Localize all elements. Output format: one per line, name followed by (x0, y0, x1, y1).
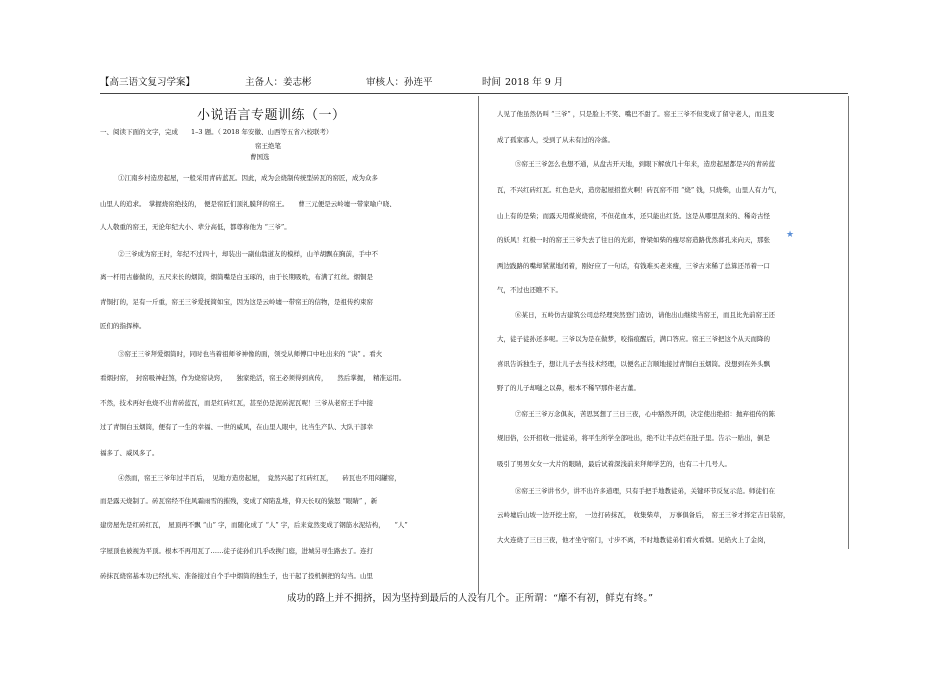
text-line: 两边践路的嘴却紧紧地闭着，刚好应了一句话，有钱难买老来瘦，三爷古来稀了总算还吊着一口 (497, 262, 770, 270)
header-divider (100, 93, 848, 94)
text-line: 过了青铜白玉烟筒，便有了一生的幸福、一世的威风，在山里人眼中，比当生产队、大队干部幸 (100, 423, 373, 431)
text-line: 砖抹瓦烧窑基本功已经扎实、准备接过自个手中烟筒的独生子，也干起了投机倒把的勾当。山里 (100, 572, 373, 580)
document-header (100, 76, 860, 90)
text-line: 规旧俗，公开招收一批徒弟，将平生所学全部吐出，绝不让半点烂在肚子里。告示一贴出，倒是 (497, 434, 770, 442)
text-line: 离一杆用古藤做的，五尺来长的烟筒，烟筒嘴是白玉琢的，由于长期吸吮，布满了红丝。烟铜是 (100, 273, 373, 281)
header-time-label: 时间 (482, 77, 502, 88)
text-line: 看烟封窑， 封窑吸神赶煞，作为烧窑诀窍， 独家绝活，窑王必须得到真传， 然后掌握， 精准运用。 (100, 374, 406, 382)
text-line: 青铜打的，足有一斤重，窑王三爷爱抚简如宝，因为这是云岭墟一带窑王的信物，是祖传约束窑 (100, 298, 373, 306)
text-line: 曹国选 (250, 153, 270, 161)
text-line: 窑王绝笔 (255, 142, 281, 150)
text-line: 瓦，不兴红砖红瓦。红色是火，造房起屋招惹火啊！砖瓦窑不用 “烧” 钱，只烧柴，山里人有力气， (497, 186, 781, 194)
column-divider (478, 96, 479, 594)
text-line: ④然而，窑王三爷年过半百后， 见地方造房起屋， 竟然兴起了红砖红瓦， 砖瓦也不用闷罐窑， (118, 474, 401, 482)
footer-quote: 成功的路上并不拥挤，因为坚持到最后的人没有几个。正所谓：“靡不有初，鲜克有终。” (287, 593, 653, 604)
text-line: 人见了他虽然仍叫 “三爷” ，只是脸上不笑、嘴巴不甜了。窑王三爷不但变成了留守老人，而且变 (497, 110, 775, 118)
text-line: ⑤窑王三爷怎么也想不通，从盘古开天地，到眼下解放几十年来，造房起屋都是兴的青砖蓝 (515, 160, 775, 168)
text-line: 福多了、威风多了。 (100, 449, 159, 457)
text-line: 喜讯告诉独生子，想让儿子去当技术经理，以便名正言顺地接过青铜白玉烟筒。没想到在外头飘 (497, 360, 770, 368)
text-line: 不然，技术再好也烧不出青砖蓝瓦，而是红砖红瓦，甚至仍是泥砖泥瓦呢！三爷从老窑王手中接 (100, 399, 373, 407)
text-line: 成了孤家寡人，受到了从未有过的冷落。 (497, 136, 614, 144)
text-line: 的妖风！红极一时的窑王三爷失去了往日的光彩，脊梁如柴的瘦尽窑造路优然暮孔来向天，那张 (497, 236, 770, 244)
header-time-value: 2018 年 9 月 (505, 77, 564, 88)
text-line: 人人敬重的窑王，无论年纪大小、辈分高低，都尊称他为 “三爷”。 (100, 223, 291, 231)
text-line: ⑦窑王三爷万念俱灰，苦思冥想了三日三夜，心中豁然开朗，决定使出绝招：抛弃祖传的陈 (515, 410, 775, 418)
page-title: 小说语言专题训练（一） (197, 108, 346, 123)
right-border (848, 96, 849, 549)
text-line: 吸引了男男女女一大片的眼睛，最后试着深浅前来拜师学艺的，也有二十几号人。 (497, 460, 731, 468)
text-line: 山里人的追求。 掌握烧窑绝技的， 便是窑匠们顶礼膜拜的窑王。 曹三元便是云岭墟一带家喻户晓、 (100, 200, 396, 208)
text-line: 而是露天烧制了。砖瓦窑经不住风霜雨雪的摧残，变成了窝陷乱堆，仰天长叹的猿怒 “眼睛” ，新 (100, 497, 378, 505)
text-line: 野了的儿子却嗤之以鼻，根本不稀罕那件老古董。 (497, 384, 640, 392)
header-tag: 【高三语文复习学案】 (100, 77, 196, 88)
text-line: ⑧窑王三爷讲书少，讲不出许多道理，只有手把手地教徒弟，关键环节反复示范。师徒们在 (515, 487, 775, 495)
text-line: ⑥某日，五岭仿古建筑公司总经理突然登门造访，请他出山继续当窑王，而且比先前窑王还 (515, 311, 775, 319)
text-line: 大火连烧了三日三夜，他才坐守窑门，寸步不离，不时地教徒弟们看火看烟。见焰火上了金岗， (497, 536, 770, 544)
header-editor: 主备人：姜志彬 (245, 77, 312, 88)
text-line: 云岭墟后山坡一边开挖土窑， 一边打砖抹瓦， 收集柴草， 万事俱备后， 窑王三爷才择定吉日装窑， (497, 511, 790, 519)
star-icon: ★ (786, 230, 795, 240)
text-line: 气，不过也还瞧不下。 (497, 286, 562, 294)
text-line: 一、阅读下面的文字，完成 1–3 题。（ 2018 年安徽、山西等五省六校联考） (100, 128, 333, 136)
text-line: 字屋顶也被视为平顶。根本不再用瓦了……徒子徒孙们几乎改换门庭，进城另寻生路去了。连打 (100, 547, 373, 555)
text-line: 建房屋先是红砖红瓦， 屋顶再不飘 “山” 字，而随化成了 “人” 字，后来竟然变成了钢筋水泥结构， “人” (100, 521, 408, 529)
header-reviewer: 审核人：孙连平 (366, 77, 433, 88)
text-line: ③窑王三爷拜爱烟筒时，同时也当着祖师爷神像的面，领受从师傅口中吐出来的 “诀” 。看火 (118, 350, 383, 358)
text-line: 匠们的指挥棒。 (100, 322, 146, 330)
text-line: 山上有的是柴；而露天用煤炭烧窑，不但花血本，还只能出红货。这是从哪里刮来的、稀奇古怪 (497, 212, 770, 220)
text-line: ②三爷成为窑王时，年纪不过四十，却装出一副仙翁道友的模样，山羊胡飘在胸前，手中不 (118, 250, 378, 258)
text-line: 大，徒子徒孙还多呢。三爷以为是在做梦，咬指痕醒后，满口答应。窑王三爷把这个从天而降的 (497, 335, 770, 343)
text-line: ①江南乡村造房起屋，一般采用青砖蓝瓦。因此，成为会烧制传统型砖瓦的窑匠，成为众多 (118, 174, 378, 182)
